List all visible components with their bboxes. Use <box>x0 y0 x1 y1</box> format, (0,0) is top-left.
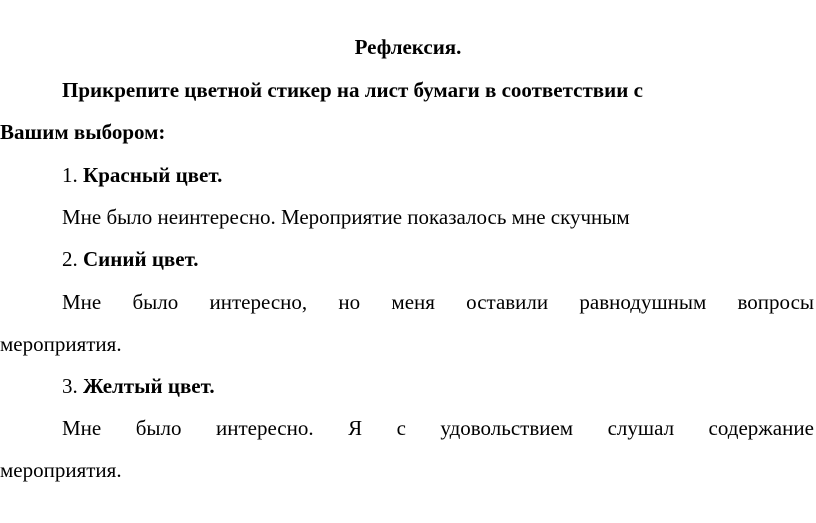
option-3-heading <box>0 373 816 399</box>
option-3-word: интересно. <box>215 416 314 440</box>
option-3-number: 3. <box>62 374 78 398</box>
document-title: Рефлексия. <box>354 35 462 59</box>
option-2-word: вопросы <box>737 290 814 314</box>
option-3-word: Я <box>348 416 363 440</box>
option-3-word: с <box>396 416 406 440</box>
option-3-word: Мне <box>62 416 102 440</box>
option-3-description-line-1 <box>0 415 816 441</box>
option-3-word: содержание <box>708 416 814 440</box>
option-2-heading <box>0 246 816 272</box>
option-2-word: было <box>132 290 179 314</box>
option-2-number: 2. <box>62 247 78 271</box>
option-3-description-line-2: мероприятия. <box>0 458 122 482</box>
instruction-line-1: Прикрепите цветной стикер на лист бумаги в соответствии с <box>62 78 643 102</box>
option-2-word: оставили <box>466 290 549 314</box>
option-2-description-line-2: мероприятия. <box>0 332 122 356</box>
option-3-color-label: Желтый цвет. <box>83 374 215 398</box>
option-2-description-line-1 <box>0 289 816 315</box>
option-2-word: равнодушным <box>579 290 707 314</box>
option-1-number: 1. <box>62 163 78 187</box>
option-2-word: Мне <box>62 290 102 314</box>
option-1-heading <box>0 162 816 188</box>
option-3-word: было <box>135 416 182 440</box>
option-2-word: но <box>338 290 361 314</box>
option-3-word: удовольствием <box>440 416 574 440</box>
instruction-line-2: Вашим выбором: <box>0 120 166 144</box>
option-2-word: интересно, <box>209 290 308 314</box>
option-2-word: меня <box>391 290 435 314</box>
option-1-color-label: Красный цвет. <box>83 163 223 187</box>
option-2-color-label: Синий цвет. <box>83 247 199 271</box>
option-3-word: слушал <box>607 416 675 440</box>
option-1-description: Мне было неинтересно. Мероприятие показалось мне скучным <box>62 205 630 229</box>
